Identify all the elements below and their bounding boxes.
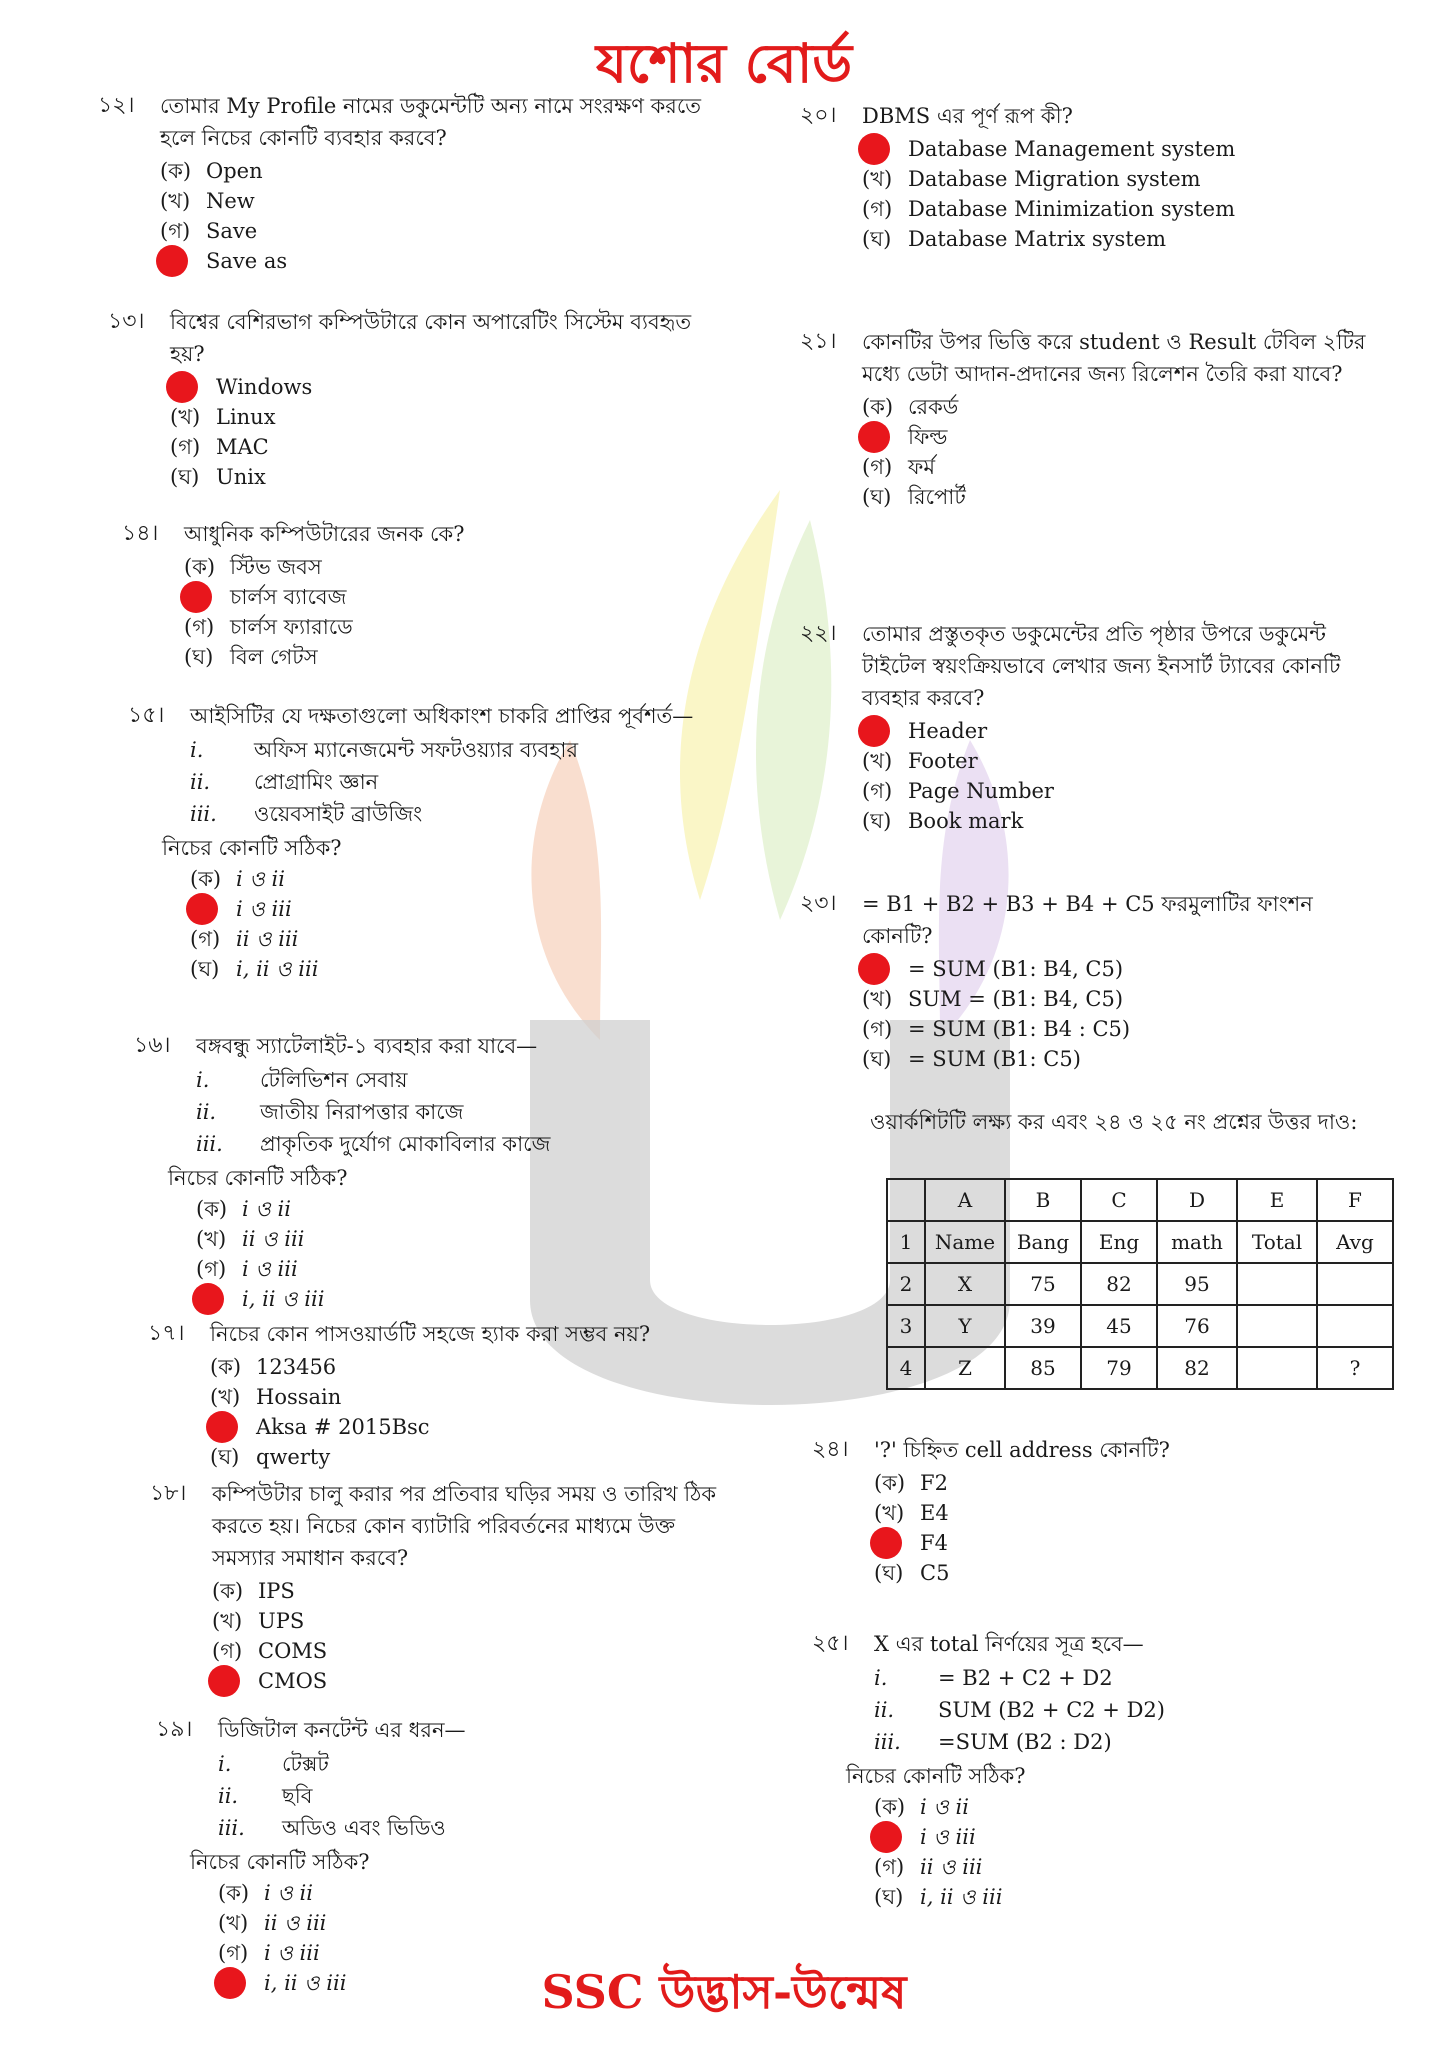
answer-option — [218, 1908, 738, 1938]
worksheet-cell: 79 — [1081, 1347, 1157, 1389]
answer-option — [210, 1382, 740, 1412]
option-text: Database Management system — [908, 137, 1236, 161]
question-25 — [812, 1628, 1374, 1912]
question-text: = B1 + B2 + B3 + B4 + C5 ফরমুলাটির ফাংশন কোনটি? — [862, 892, 1313, 948]
option-label: (ঘ) — [862, 809, 892, 833]
answer-option — [874, 1792, 1374, 1822]
statement-numeral: iii. — [874, 1730, 901, 1754]
option-label: (গ) — [218, 1941, 249, 1965]
worksheet-cell: 39 — [1005, 1305, 1081, 1347]
answer-marker-dot — [858, 421, 890, 453]
column-header: A — [925, 1179, 1005, 1221]
answer-option — [862, 806, 1382, 836]
question-number: ১৮। — [150, 1481, 187, 1506]
option-text: i ও ii — [264, 1881, 313, 1905]
option-text: MAC — [216, 435, 269, 459]
answer-option — [190, 924, 730, 954]
statement — [874, 1694, 1374, 1726]
answer-option — [196, 1254, 736, 1284]
answer-option — [160, 156, 720, 186]
answer-option — [170, 402, 720, 432]
option-label: (ক) — [210, 1355, 242, 1379]
worksheet-row — [887, 1263, 1393, 1305]
question-text: আইসিটির যে দক্ষতাগুলো অধিকাংশ চাকরি প্রাপ্তির পূর্বশর্ত— — [190, 704, 694, 728]
option-label: (গ) — [212, 1639, 243, 1663]
statement-numeral: i. — [190, 738, 204, 762]
option-text: রেকর্ড — [908, 395, 959, 419]
option-label: (গ) — [862, 455, 893, 479]
question-16 — [134, 1030, 736, 1314]
answer-option — [862, 194, 1362, 224]
answer-option — [170, 372, 720, 402]
question-number: ২৩। — [800, 891, 837, 916]
answer-option — [170, 432, 720, 462]
question-24 — [812, 1434, 1374, 1588]
option-text: Database Migration system — [908, 167, 1201, 191]
option-text: i ও ii — [242, 1197, 291, 1221]
option-label: (ক) — [212, 1579, 244, 1603]
statement-text: = B2 + C2 + D2 — [938, 1666, 1113, 1690]
row-header: 3 — [887, 1305, 925, 1347]
statement — [190, 798, 730, 830]
worksheet-cell: Z — [925, 1347, 1005, 1389]
option-text: ফিল্ড — [908, 425, 948, 449]
question-19 — [156, 1714, 738, 1998]
question-number: ১৬। — [134, 1033, 171, 1058]
option-label: (খ) — [196, 1227, 227, 1251]
option-text: IPS — [258, 1579, 295, 1603]
question-23 — [800, 888, 1382, 1074]
footer-brand: SSC উদ্ভাস-উন্মেষ — [541, 1965, 907, 2019]
answer-option — [874, 1558, 1374, 1588]
answer-option — [862, 1014, 1382, 1044]
option-label: (খ) — [862, 749, 893, 773]
option-label: (খ) — [210, 1385, 241, 1409]
option-text: চার্লস ফ্যারাডে — [230, 615, 353, 639]
worksheet-corner-cell — [887, 1179, 925, 1221]
question-prompt: নিচের কোনটি সঠিক? — [168, 1166, 348, 1190]
worksheet-cell: Bang — [1005, 1221, 1081, 1263]
option-text: Footer — [908, 749, 978, 773]
answer-marker-dot — [870, 1527, 902, 1559]
answer-option — [196, 1284, 736, 1314]
question-number: ২০। — [800, 103, 837, 128]
worksheet-cell: X — [925, 1263, 1005, 1305]
answer-option — [190, 864, 730, 894]
question-text: X এর total নির্ণয়ের সূত্র হবে— — [874, 1632, 1144, 1656]
option-label: (গ) — [160, 219, 191, 243]
statement — [874, 1662, 1374, 1694]
question-text: আধুনিক কম্পিউটারের জনক কে? — [184, 522, 465, 546]
option-label: (খ) — [212, 1609, 243, 1633]
worksheet-header-row — [887, 1179, 1393, 1221]
statement-numeral: iii. — [190, 802, 217, 826]
option-text: CMOS — [258, 1669, 328, 1693]
option-text: স্টিভ জবস — [230, 555, 322, 579]
statement-text: =SUM (B2 : D2) — [938, 1730, 1112, 1754]
worksheet-cell: 82 — [1157, 1347, 1237, 1389]
option-text: Header — [908, 719, 988, 743]
option-text: Aksa # 2015Bsc — [256, 1415, 430, 1439]
statement-numeral: i. — [874, 1666, 888, 1690]
answer-option — [862, 224, 1362, 254]
option-text: i ও ii — [920, 1795, 969, 1819]
question-prompt: নিচের কোনটি সঠিক? — [162, 836, 342, 860]
question-text: তোমার My Profile নামের ডকুমেন্টটি অন্য নামে সংরক্ষণ করতে হলে নিচের কোনটি ব্যবহার করবে? — [160, 94, 702, 150]
option-label: (গ) — [184, 615, 215, 639]
option-text: ii ও iii — [242, 1227, 305, 1251]
option-label: (গ) — [862, 1017, 893, 1041]
question-text: বিশ্বের বেশিরভাগ কম্পিউটারে কোন অপারেটিং সিস্টেম ব্যবহৃত হয়? — [170, 310, 692, 366]
statement — [874, 1726, 1374, 1758]
option-label: (ক) — [190, 867, 222, 891]
statement-text: ওয়েবসাইট ব্রাউজিং — [254, 802, 423, 826]
answer-option — [184, 612, 724, 642]
answer-option — [862, 746, 1382, 776]
question-20 — [800, 100, 1362, 254]
worksheet-cell: 45 — [1081, 1305, 1157, 1347]
question-number: ২১। — [800, 329, 837, 354]
question-number: ১৯। — [156, 1717, 193, 1742]
answer-option — [874, 1852, 1374, 1882]
option-text: ফর্ম — [908, 455, 936, 479]
answer-marker-dot — [186, 893, 218, 925]
option-label: (খ) — [874, 1501, 905, 1525]
worksheet-cell: 82 — [1081, 1263, 1157, 1305]
option-text: F4 — [920, 1531, 948, 1555]
worksheet-cell: Total — [1237, 1221, 1317, 1263]
option-text: i ও ii — [236, 867, 285, 891]
answer-option — [218, 1878, 738, 1908]
option-text: ii ও iii — [920, 1855, 983, 1879]
question-number: ১২। — [98, 93, 135, 118]
answer-marker-dot — [180, 581, 212, 613]
answer-marker-dot — [858, 715, 890, 747]
option-text: Save as — [206, 249, 288, 273]
worksheet-cell: 76 — [1157, 1305, 1237, 1347]
statement-text: প্রাকৃতিক দুর্যোগ মোকাবিলার কাজে — [260, 1132, 551, 1156]
option-label: (ঘ) — [184, 645, 214, 669]
option-text: i, ii ও iii — [920, 1885, 1003, 1909]
option-text: E4 — [920, 1501, 949, 1525]
statement — [190, 734, 730, 766]
statement-numeral: ii. — [190, 770, 211, 794]
answer-option — [212, 1666, 742, 1696]
statement — [218, 1812, 738, 1844]
statement — [196, 1096, 736, 1128]
question-number: ২৫। — [812, 1631, 849, 1656]
option-label: (ক) — [874, 1471, 906, 1495]
answer-marker-dot — [208, 1665, 240, 1697]
worksheet-cell: Eng — [1081, 1221, 1157, 1263]
option-label: (খ) — [218, 1911, 249, 1935]
option-text: ii ও iii — [236, 927, 299, 951]
answer-option — [874, 1498, 1374, 1528]
answer-marker-dot — [870, 1821, 902, 1853]
option-label: (খ) — [862, 987, 893, 1011]
statement-text: টেলিভিশন সেবায় — [260, 1068, 408, 1092]
question-text: কোনটির উপর ভিত্তি করে student ও Result টেবিল ২টির মধ্যে ডেটা আদান-প্রদানের জন্য রিলেশন তৈরি করা যাবে? — [862, 330, 1366, 386]
option-text: ii ও iii — [264, 1911, 327, 1935]
option-text: রিপোর্ট — [908, 485, 966, 509]
worksheet-cell — [1237, 1347, 1317, 1389]
answer-option — [212, 1636, 742, 1666]
option-text: Windows — [216, 375, 313, 399]
option-label: (ঘ) — [874, 1561, 904, 1585]
option-text: i ও iii — [920, 1825, 976, 1849]
question-number: ২২। — [800, 621, 837, 646]
option-text: চার্লস ব্যাবেজ — [230, 585, 347, 609]
answer-marker-dot — [858, 953, 890, 985]
option-label: (ক) — [184, 555, 216, 579]
answer-marker-dot — [192, 1283, 224, 1315]
option-text: Page Number — [908, 779, 1054, 803]
option-text: Database Minimization system — [908, 197, 1236, 221]
page-title: যশোর বোর্ড — [595, 31, 853, 95]
option-text: = SUM (B1: B4, C5) — [908, 957, 1124, 981]
option-text: New — [206, 189, 255, 213]
worksheet-row — [887, 1347, 1393, 1389]
answer-option — [160, 186, 720, 216]
option-label: (ঘ) — [862, 485, 892, 509]
option-label: (ক) — [862, 395, 894, 419]
worksheet-cell — [1237, 1305, 1317, 1347]
statement-numeral: ii. — [874, 1698, 895, 1722]
statement-numeral: ii. — [196, 1100, 217, 1124]
answer-option — [190, 894, 730, 924]
statement-numeral: ii. — [218, 1784, 239, 1808]
option-label: (গ) — [862, 779, 893, 803]
statement-numeral: i. — [196, 1068, 210, 1092]
option-text: i ও iii — [242, 1257, 298, 1281]
question-15 — [128, 700, 730, 984]
option-label: (খ) — [170, 405, 201, 429]
option-label: (গ) — [170, 435, 201, 459]
worksheet-cell: 75 — [1005, 1263, 1081, 1305]
answer-option — [874, 1882, 1374, 1912]
statement-text: অফিস ম্যানেজমেন্ট সফটওয়্যার ব্যবহার — [254, 738, 579, 762]
option-text: qwerty — [256, 1445, 331, 1469]
answer-option — [184, 642, 724, 672]
statement-text: জাতীয় নিরাপত্তার কাজে — [260, 1100, 464, 1124]
option-text: বিল গেটস — [230, 645, 318, 669]
option-label: (ক) — [218, 1881, 250, 1905]
option-label: (গ) — [190, 927, 221, 951]
statement-text: টেক্সট — [282, 1752, 329, 1776]
worksheet-row — [887, 1305, 1393, 1347]
option-text: COMS — [258, 1639, 328, 1663]
answer-option — [862, 954, 1382, 984]
statement-numeral: i. — [218, 1752, 232, 1776]
question-number: ১৪। — [122, 521, 159, 546]
statement — [196, 1064, 736, 1096]
option-text: F2 — [920, 1471, 948, 1495]
question-prompt: নিচের কোনটি সঠিক? — [846, 1764, 1026, 1788]
option-label: (খ) — [862, 167, 893, 191]
answer-option — [210, 1352, 740, 1382]
worksheet-cell: Avg — [1317, 1221, 1393, 1263]
option-text: i ও iii — [264, 1941, 320, 1965]
answer-option — [862, 164, 1362, 194]
worksheet-cell: 85 — [1005, 1347, 1081, 1389]
answer-option — [210, 1442, 740, 1472]
question-12 — [98, 90, 720, 276]
option-text: Linux — [216, 405, 276, 429]
answer-option — [862, 422, 1382, 452]
option-label: (ঘ) — [862, 227, 892, 251]
answer-marker-dot — [166, 371, 198, 403]
answer-option — [862, 776, 1382, 806]
answer-option — [862, 482, 1382, 512]
answer-option — [874, 1528, 1374, 1558]
option-text: i, ii ও iii — [264, 1971, 347, 1995]
option-label: (ক) — [196, 1197, 228, 1221]
option-text: 123456 — [256, 1355, 337, 1379]
option-label: (ঘ) — [862, 1047, 892, 1071]
option-text: i, ii ও iii — [242, 1287, 325, 1311]
answer-marker-dot — [858, 133, 890, 165]
question-21 — [800, 326, 1382, 512]
answer-option — [210, 1412, 740, 1442]
option-label: (ক) — [874, 1795, 906, 1819]
option-text: UPS — [258, 1609, 305, 1633]
question-number: ২৪। — [812, 1437, 849, 1462]
answer-marker-dot — [156, 245, 188, 277]
row-header: 1 — [887, 1221, 925, 1263]
answer-option — [862, 392, 1382, 422]
answer-option — [212, 1576, 742, 1606]
option-text: Hossain — [256, 1385, 342, 1409]
answer-option — [874, 1468, 1374, 1498]
statement — [218, 1780, 738, 1812]
option-text: = SUM (B1: B4 : C5) — [908, 1017, 1131, 1041]
answer-option — [212, 1606, 742, 1636]
option-text: Book mark — [908, 809, 1024, 833]
statement-numeral: iii. — [218, 1816, 245, 1840]
answer-marker-dot — [206, 1411, 238, 1443]
statement — [196, 1128, 736, 1160]
worksheet-cell: Name — [925, 1221, 1005, 1263]
statement-text: অডিও এবং ভিডিও — [282, 1816, 446, 1840]
worksheet-cell: math — [1157, 1221, 1237, 1263]
worksheet-cell — [1317, 1263, 1393, 1305]
answer-option — [874, 1822, 1374, 1852]
statement — [190, 766, 730, 798]
option-label: (ঘ) — [210, 1445, 240, 1469]
worksheet-cell: 95 — [1157, 1263, 1237, 1305]
row-header: 2 — [887, 1263, 925, 1305]
question-text: নিচের কোন পাসওয়ার্ডটি সহজে হ্যাক করা সম্ভব নয়? — [210, 1322, 651, 1346]
question-number: ১৩। — [108, 309, 145, 334]
column-header: D — [1157, 1179, 1237, 1221]
answer-option — [862, 1044, 1382, 1074]
answer-option — [184, 552, 724, 582]
option-label: (গ) — [196, 1257, 227, 1281]
option-label: (গ) — [862, 197, 893, 221]
option-text: C5 — [920, 1561, 950, 1585]
option-label: (ঘ) — [874, 1885, 904, 1909]
option-label: (খ) — [160, 189, 191, 213]
column-header: E — [1237, 1179, 1317, 1221]
option-text: Save — [206, 219, 258, 243]
worksheet-cell — [1317, 1305, 1393, 1347]
watermark-flame-green — [756, 520, 831, 920]
option-text: = SUM (B1: C5) — [908, 1047, 1081, 1071]
option-text: SUM = (B1: B4, C5) — [908, 987, 1124, 1011]
answer-option — [862, 984, 1382, 1014]
question-prompt: নিচের কোনটি সঠিক? — [190, 1850, 370, 1874]
option-label: (ঘ) — [170, 465, 200, 489]
answer-option — [196, 1194, 736, 1224]
option-text: Unix — [216, 465, 266, 489]
answer-option — [862, 452, 1382, 482]
question-text: '?' চিহ্নিত cell address কোনটি? — [874, 1438, 1170, 1462]
column-header: B — [1005, 1179, 1081, 1221]
option-label: (গ) — [874, 1855, 905, 1879]
statement-text: SUM (B2 + C2 + D2) — [938, 1698, 1165, 1722]
worksheet-cell: Y — [925, 1305, 1005, 1347]
statement-text: প্রোগ্রামিং জ্ঞান — [254, 770, 379, 794]
question-22 — [800, 618, 1382, 836]
worksheet-row — [887, 1221, 1393, 1263]
column-header: C — [1081, 1179, 1157, 1221]
answer-option — [862, 134, 1362, 164]
question-text: কম্পিউটার চালু করার পর প্রতিবার ঘড়ির সময় ও তারিখ ঠিক করতে হয়। নিচের কোন ব্যাটারি পরিবর্তনের মাধ্যমে উক্ত সমস্যার সমাধান করবে? — [212, 1482, 717, 1570]
question-18 — [150, 1478, 742, 1696]
question-14 — [122, 518, 724, 672]
option-text: Open — [206, 159, 263, 183]
question-text: বঙ্গবন্ধু স্যাটেলাইট-১ ব্যবহার করা যাবে— — [196, 1034, 538, 1058]
option-label: (ঘ) — [190, 957, 220, 981]
question-number: ১৫। — [128, 703, 165, 728]
question-text: ডিজিটাল কনটেন্ট এর ধরন— — [218, 1718, 466, 1742]
worksheet-intro: ওয়ার্কশিটটি লক্ষ্য কর এবং ২৪ ও ২৫ নং প্রশ্নের উত্তর দাও: — [870, 1110, 1358, 1134]
statement — [218, 1748, 738, 1780]
option-text: i, ii ও iii — [236, 957, 319, 981]
answer-option — [160, 246, 720, 276]
question-17 — [148, 1318, 740, 1472]
worksheet-table — [886, 1178, 1394, 1390]
question-text: তোমার প্রস্তুতকৃত ডকুমেন্টের প্রতি পৃষ্ঠার উপরে ডকুমেন্ট টাইটেল স্বয়ংক্রিয়ভাবে লেখার জন্য ইনসার্ট ট্যাবের কোনটি ব্যবহার করবে? — [862, 622, 1341, 710]
question-text: DBMS এর পূর্ণ রূপ কী? — [862, 104, 1073, 128]
option-text: Database Matrix system — [908, 227, 1167, 251]
question-number: ১৭। — [148, 1321, 185, 1346]
option-label: (ক) — [160, 159, 192, 183]
question-13 — [108, 306, 720, 492]
option-text: i ও iii — [236, 897, 292, 921]
statement-text: ছবি — [282, 1784, 313, 1808]
worksheet-cell — [1237, 1263, 1317, 1305]
worksheet-cell: ? — [1317, 1347, 1393, 1389]
answer-option — [862, 716, 1382, 746]
answer-option — [160, 216, 720, 246]
statement-numeral: iii. — [196, 1132, 223, 1156]
answer-option — [190, 954, 730, 984]
answer-option — [170, 462, 720, 492]
answer-option — [196, 1224, 736, 1254]
answer-option — [184, 582, 724, 612]
column-header: F — [1317, 1179, 1393, 1221]
row-header: 4 — [887, 1347, 925, 1389]
